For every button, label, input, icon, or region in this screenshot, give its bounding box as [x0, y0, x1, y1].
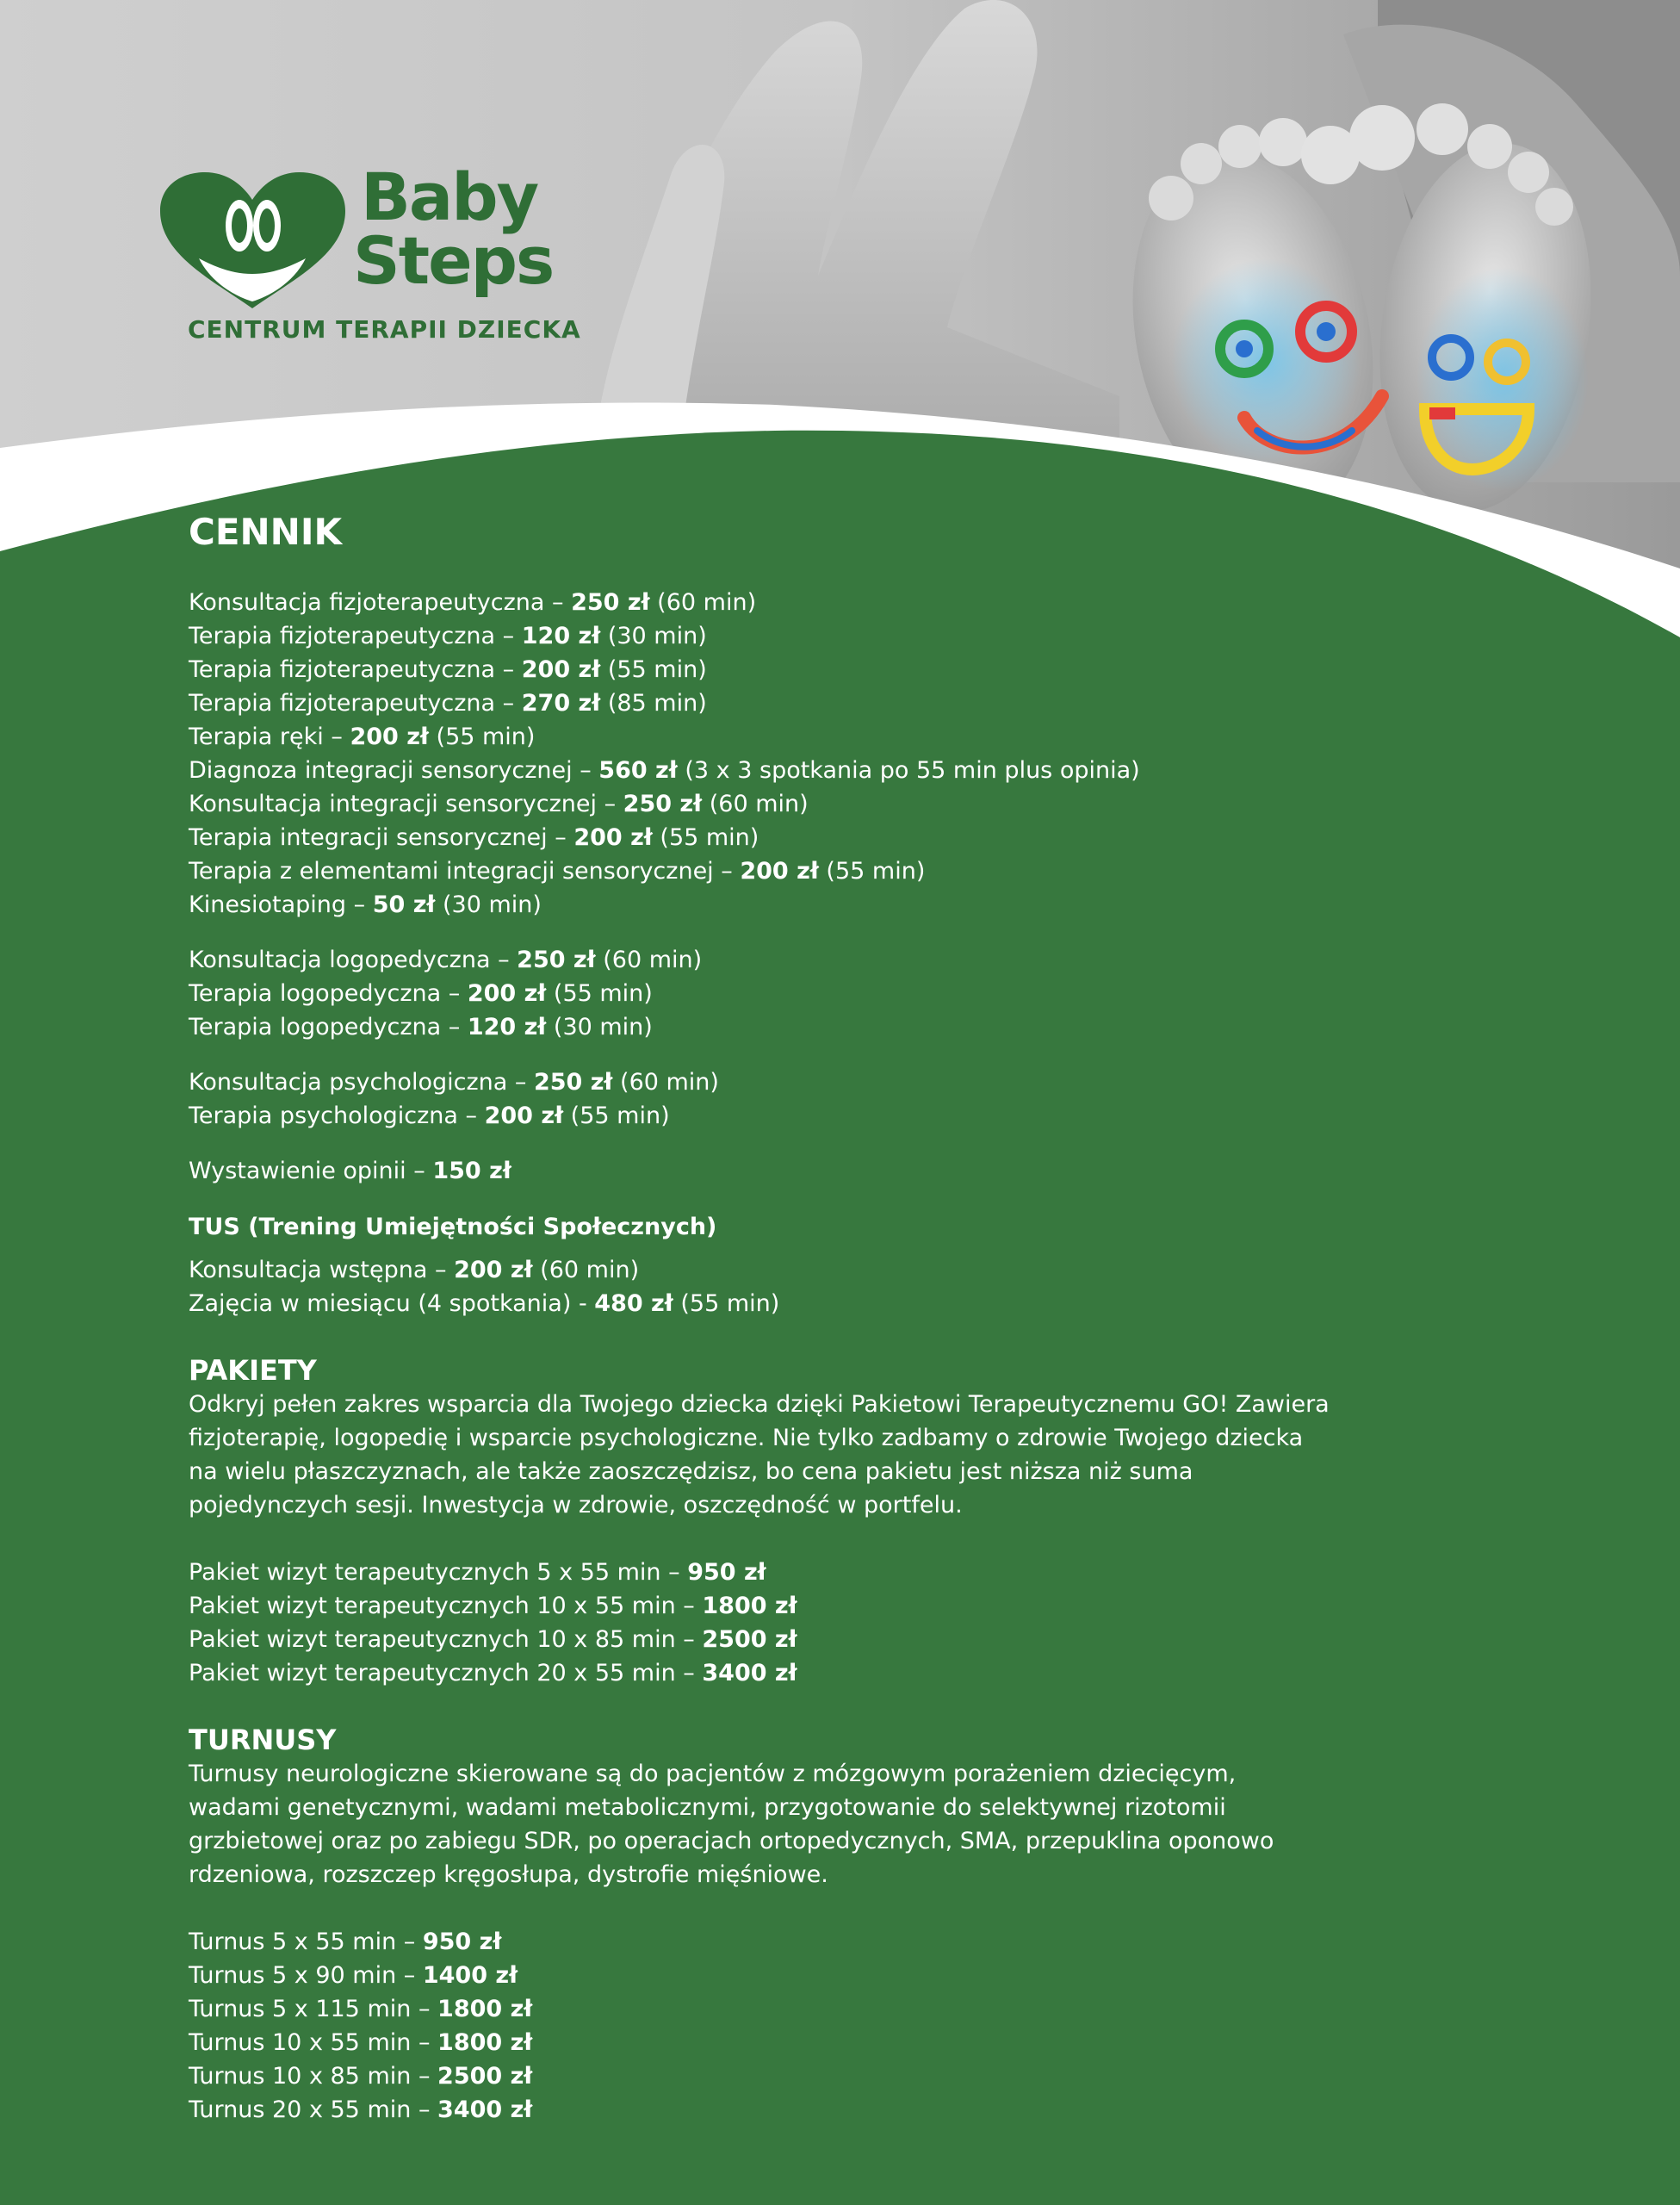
service-duration: (30 min): [435, 891, 542, 918]
price-row: [189, 754, 1394, 787]
price-row: [189, 1589, 1394, 1623]
service-price: 200 zł: [454, 1257, 533, 1283]
service-name: Konsultacja wstępna –: [189, 1257, 455, 1283]
service-duration: (85 min): [600, 690, 707, 717]
service-duration: (60 min): [595, 947, 703, 973]
service-duration: (55 min): [818, 858, 926, 885]
price-group-packages: [189, 1556, 1394, 1690]
brand-logo: [160, 158, 581, 357]
service-duration: (55 min): [673, 1290, 780, 1317]
service-price: 200 zł: [350, 724, 429, 750]
price-row: [189, 2059, 1394, 2093]
service-price: 2500 zł: [437, 2063, 533, 2090]
price-row: [189, 1065, 1394, 1099]
turnusy-description: Turnusy neurologiczne skierowane są do pacjentów z mózgowym porażeniem dziecięcym, wadami genetycznymi, wadami metabolicznymi, przygotowanie do selektywnej rizotomii grzbietowej oraz po zabiegu SDR, po operacjach ortopedycznych, SMA, przepuklina oponowo rdzeniowa, rozszczep kręgosłupa, dystrofie mięśniowe.: [189, 1761, 1274, 1888]
price-row: [189, 2093, 1394, 2127]
service-price: 270 zł: [521, 690, 601, 717]
service-price: 3400 zł: [702, 1660, 797, 1686]
service-name: Terapia ręki –: [189, 724, 350, 750]
service-price: 200 zł: [573, 824, 653, 851]
service-price: 200 zł: [740, 858, 819, 885]
service-price: 120 zł: [467, 1014, 547, 1040]
service-price: 250 zł: [533, 1069, 613, 1096]
service-name: Terapia fizjoterapeutyczna –: [189, 656, 522, 683]
service-name: Terapia fizjoterapeutyczna –: [189, 690, 522, 717]
service-price: 1400 zł: [422, 1962, 518, 1989]
price-row: [189, 1287, 1394, 1320]
service-name: Konsultacja integracji sensorycznej –: [189, 791, 623, 817]
brand-name-line1: Baby: [361, 158, 538, 235]
price-list: [189, 508, 1394, 2127]
price-group-tus: [189, 1253, 1394, 1320]
service-duration: (60 min): [649, 589, 757, 616]
price-row: [189, 888, 1394, 922]
service-price: 950 zł: [687, 1559, 766, 1586]
price-row: [189, 854, 1394, 888]
price-row: [189, 1010, 1394, 1044]
service-name: Terapia psychologiczna –: [189, 1102, 485, 1129]
price-row: [189, 653, 1394, 686]
service-price: 200 zł: [484, 1102, 564, 1129]
service-duration: (3 x 3 spotkania po 55 min plus opinia): [677, 757, 1140, 784]
tus-heading: TUS (Trening Umiejętności Społecznych): [189, 1214, 717, 1240]
service-name: Turnus 5 x 115 min –: [189, 1996, 438, 2022]
service-name: Terapia logopedyczna –: [189, 1014, 468, 1040]
service-name: Turnus 5 x 55 min –: [189, 1929, 423, 1955]
service-name: Pakiet wizyt terapeutycznych 5 x 55 min –: [189, 1559, 688, 1586]
service-name: Wystawienie opinii –: [189, 1158, 433, 1184]
service-price: 120 zł: [521, 623, 601, 649]
service-price: 560 zł: [598, 757, 678, 784]
turnusy-heading: TURNUSY: [189, 1724, 337, 1756]
service-duration: (30 min): [546, 1014, 653, 1040]
cennik-heading: CENNIK: [189, 511, 342, 553]
service-name: Terapia logopedyczna –: [189, 980, 468, 1007]
pakiety-heading: PAKIETY: [189, 1354, 317, 1387]
service-duration: (55 min): [546, 980, 653, 1007]
price-row: [189, 1623, 1394, 1656]
service-name: Konsultacja logopedyczna –: [189, 947, 518, 973]
brand-name-line2: Steps: [353, 222, 554, 299]
service-name: Turnus 10 x 85 min –: [189, 2063, 438, 2090]
price-row: [189, 787, 1394, 821]
price-row: [189, 686, 1394, 720]
service-name: Diagnoza integracji sensorycznej –: [189, 757, 599, 784]
price-row: [189, 943, 1394, 977]
price-row: [189, 1925, 1394, 1959]
service-price: 200 zł: [521, 656, 601, 683]
service-name: Terapia integracji sensorycznej –: [189, 824, 574, 851]
service-price: 1800 zł: [437, 1996, 533, 2022]
service-price: 480 zł: [594, 1290, 673, 1317]
service-duration: (55 min): [428, 724, 536, 750]
price-group-speech: [189, 943, 1394, 1044]
service-price: 150 zł: [432, 1158, 511, 1184]
price-group-psych: [189, 1065, 1394, 1133]
service-price: 200 zł: [467, 980, 547, 1007]
service-price: 2500 zł: [702, 1626, 797, 1653]
service-name: Konsultacja fizjoterapeutyczna –: [189, 589, 572, 616]
service-name: Kinesiotaping –: [189, 891, 373, 918]
price-group-camps: [189, 1925, 1394, 2127]
service-price: 950 zł: [422, 1929, 502, 1955]
service-duration: (60 min): [702, 791, 809, 817]
price-row: [189, 1099, 1394, 1133]
service-price: 1800 zł: [437, 2029, 533, 2056]
service-price: 50 zł: [372, 891, 436, 918]
service-name: Pakiet wizyt terapeutycznych 10 x 85 min –: [189, 1626, 703, 1653]
service-name: Pakiet wizyt terapeutycznych 10 x 55 min –: [189, 1593, 703, 1619]
service-price: 1800 zł: [702, 1593, 797, 1619]
service-duration: (60 min): [612, 1069, 719, 1096]
price-group-opinion: [189, 1154, 1394, 1188]
pakiety-description: Odkryj pełen zakres wsparcia dla Twojego dziecka dzięki Pakietowi Terapeutycznemu GO! Zawiera fizjoterapię, logopedię i wsparcie psychologiczne. Nie tylko zadbamy o zdrowie Twojego dziecka na wielu płaszczyznach, ale także zaoszczędzisz, bo cena pakietu jest niższa niż suma pojedynczych sesji. Inwestycja w zdrowie, oszczędność w portfelu.: [189, 1391, 1330, 1519]
service-name: Terapia z elementami integracji sensorycznej –: [189, 858, 741, 885]
price-row: [189, 1959, 1394, 1992]
service-name: Zajęcia w miesiącu (4 spotkania) -: [189, 1290, 595, 1317]
service-price: 250 zł: [571, 589, 650, 616]
service-name: Turnus 5 x 90 min –: [189, 1962, 423, 1989]
service-price: 3400 zł: [437, 2096, 533, 2123]
service-duration: (60 min): [532, 1257, 640, 1283]
price-row: [189, 720, 1394, 754]
service-name: Konsultacja psychologiczna –: [189, 1069, 534, 1096]
service-price: 250 zł: [517, 947, 596, 973]
service-duration: (55 min): [652, 824, 759, 851]
price-row: [189, 1154, 1394, 1188]
price-row: [189, 1556, 1394, 1589]
service-name: Turnus 10 x 55 min –: [189, 2029, 438, 2056]
service-name: Turnus 20 x 55 min –: [189, 2096, 438, 2123]
price-row: [189, 1656, 1394, 1690]
heart-logo-icon: [160, 172, 345, 310]
service-name: Terapia fizjoterapeutyczna –: [189, 623, 522, 649]
price-row: [189, 1253, 1394, 1287]
service-price: 250 zł: [623, 791, 703, 817]
price-row: [189, 977, 1394, 1010]
price-row: [189, 1992, 1394, 2026]
price-row: [189, 619, 1394, 653]
price-row: [189, 821, 1394, 854]
service-duration: (55 min): [563, 1102, 670, 1129]
service-duration: (55 min): [600, 656, 707, 683]
service-duration: (30 min): [600, 623, 707, 649]
price-row: [189, 586, 1394, 619]
price-row: [189, 2026, 1394, 2059]
brand-tagline: CENTRUM TERAPII DZIECKA: [188, 315, 581, 344]
price-group-physio: [189, 586, 1394, 922]
service-name: Pakiet wizyt terapeutycznych 20 x 55 min –: [189, 1660, 703, 1686]
